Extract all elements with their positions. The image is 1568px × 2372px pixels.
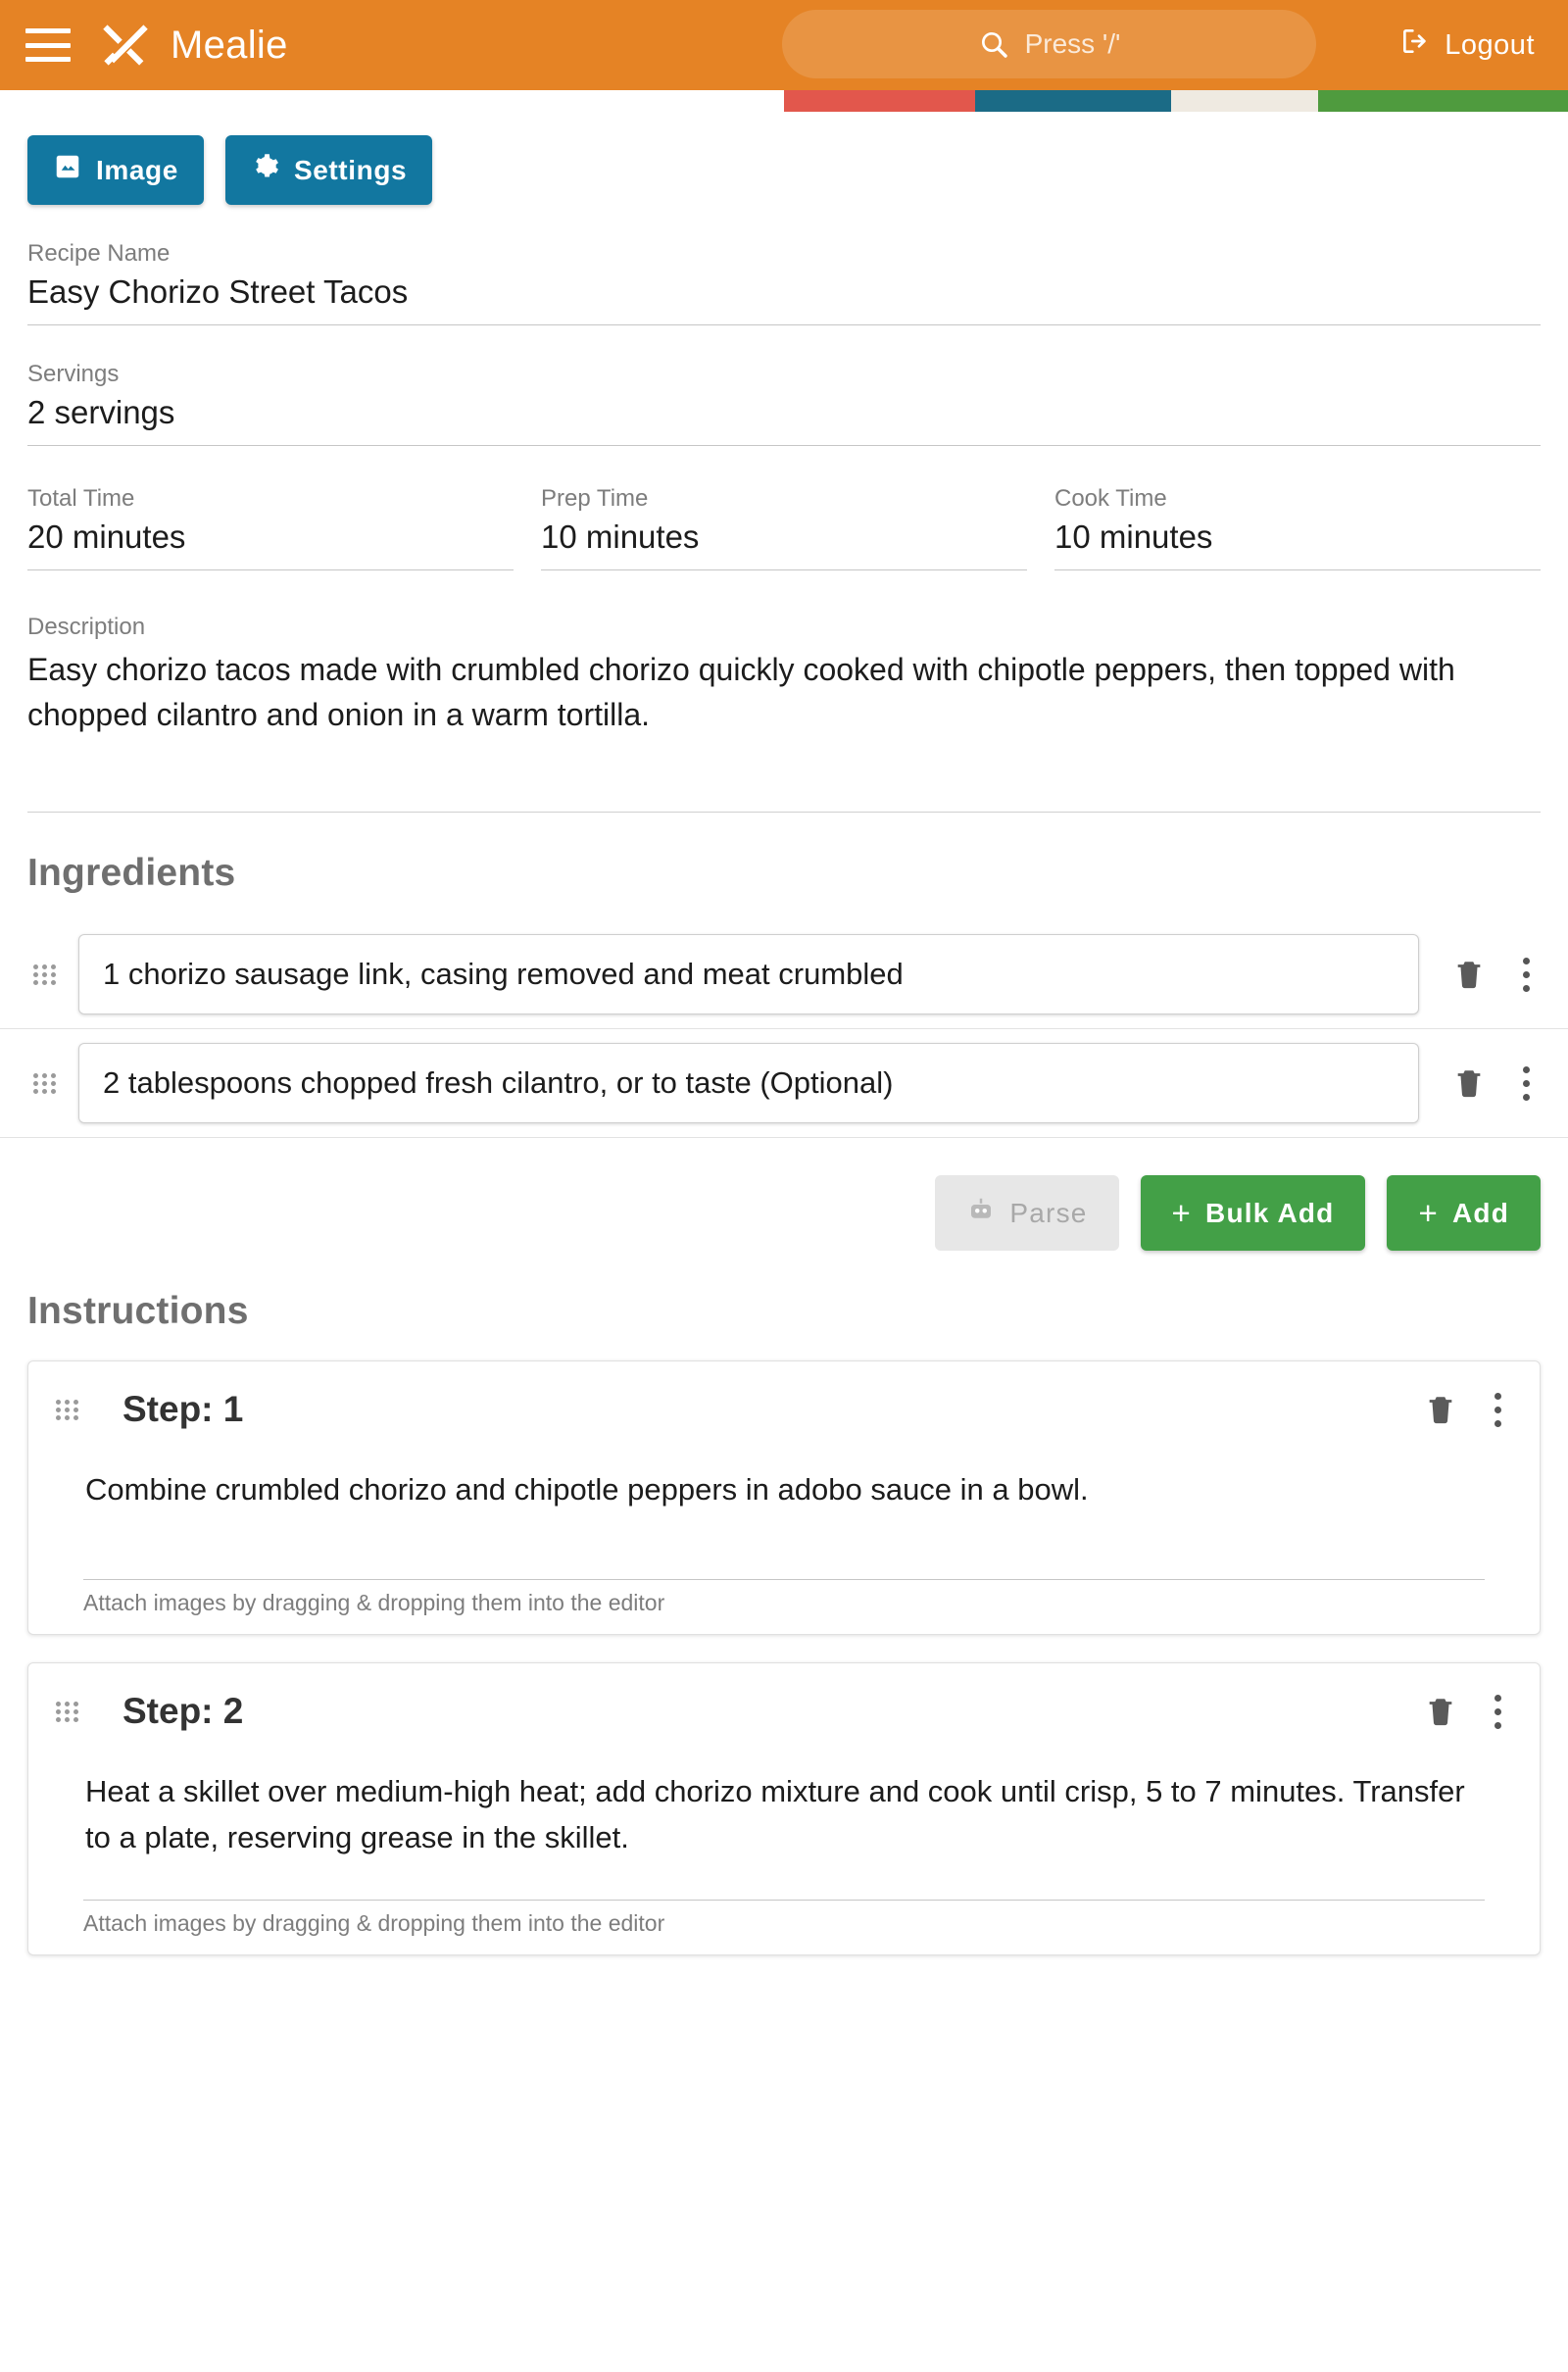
image-button-label: Image [96,154,178,185]
gear-icon [251,152,280,188]
step-text[interactable]: Heat a skillet over medium-high heat; add chorizo mixture and cook until crisp, 5 to 7 minutes. Transfer to a plate, reserving grease in the skillet. [85,1774,1465,1854]
search-input[interactable] [782,10,1316,78]
attach-images-hint: Attach images by dragging & dropping them into the editor [83,1900,1485,1937]
delete-icon[interactable] [1443,1061,1495,1106]
cook-time-field[interactable] [1054,485,1541,570]
robot-icon [966,1195,996,1231]
recipe-name-value[interactable]: Easy Chorizo Street Tacos [27,273,1541,325]
image-button[interactable] [27,135,204,205]
ingredients-list [0,920,1568,1138]
ingredient-row [0,920,1568,1029]
recipe-form [0,240,1568,794]
parse-button-label: Parse [1009,1197,1088,1228]
drag-handle-icon[interactable] [56,1702,85,1722]
more-options-icon[interactable] [1483,1695,1512,1729]
instructions-heading: Instructions [27,1290,249,1332]
total-time-value[interactable]: 20 minutes [27,519,514,570]
step-header [56,1387,1512,1432]
recipe-name-field[interactable] [27,240,1541,325]
drag-handle-icon[interactable] [56,1400,85,1420]
description-label: Description [27,614,146,640]
ingredient-actions [0,1138,1568,1251]
times-row [27,485,1541,570]
search-placeholder: Press '/' [1024,28,1121,59]
instruction-step-card [27,1360,1541,1635]
ingredient-input[interactable]: 1 chorizo sausage link, casing removed and meat crumbled [78,934,1419,1014]
more-options-icon[interactable] [1511,1066,1541,1101]
total-time-field[interactable] [27,485,514,570]
recipe-hero-image [0,90,1568,112]
logout-button[interactable] [1399,25,1535,65]
step-title: Step: 2 [122,1691,244,1731]
cook-time-label: Cook Time [1054,485,1167,512]
logout-label: Logout [1445,28,1535,61]
parse-button[interactable] [935,1175,1118,1251]
servings-field[interactable] [27,361,1541,446]
add-label: Add [1451,1197,1509,1228]
image-icon [53,152,82,188]
ingredients-heading: Ingredients [27,852,236,894]
ingredient-input[interactable]: 2 tablespoons chopped fresh cilantro, or to taste (Optional) [78,1043,1419,1123]
prep-time-label: Prep Time [541,485,649,512]
settings-button-label: Settings [293,154,408,185]
drag-handle-icon[interactable] [33,1073,63,1094]
prep-time-field[interactable] [541,485,1027,570]
ingredient-row [0,1029,1568,1138]
search-icon [978,28,1009,60]
hamburger-icon[interactable] [25,28,71,62]
servings-label: Servings [27,361,120,387]
total-time-label: Total Time [27,485,135,512]
plus-icon: + [1171,1195,1193,1231]
attach-images-hint: Attach images by dragging & dropping them into the editor [83,1579,1485,1616]
logout-icon [1399,25,1431,65]
description-value[interactable]: Easy chorizo tacos made with crumbled chorizo quickly cooked with chipotle peppers, then topped with chopped cilantro and onion in a warm tortilla. [27,652,1455,733]
editor-toolbar [0,112,1568,205]
step-header [56,1689,1512,1734]
delete-icon[interactable] [1414,1387,1467,1432]
more-options-icon[interactable] [1511,958,1541,992]
instruction-step-card [27,1662,1541,1955]
prep-time-value[interactable]: 10 minutes [541,519,1027,570]
delete-icon[interactable] [1443,952,1495,997]
bulk-add-label: Bulk Add [1205,1197,1335,1228]
app-bar [0,0,1568,90]
delete-icon[interactable] [1414,1689,1467,1734]
step-title: Step: 1 [122,1389,244,1429]
drag-handle-icon[interactable] [33,964,63,985]
settings-button[interactable] [225,135,432,205]
recipe-name-label: Recipe Name [27,240,171,267]
step-text[interactable]: Combine crumbled chorizo and chipotle peppers in adobo sauce in a bowl. [85,1472,1089,1507]
add-ingredient-button[interactable] [1387,1175,1541,1251]
servings-value[interactable]: 2 servings [27,394,1541,446]
fork-knife-logo [100,20,151,71]
more-options-icon[interactable] [1483,1393,1512,1427]
app-title: Mealie [171,23,288,67]
bulk-add-button[interactable] [1141,1175,1366,1251]
cook-time-value[interactable]: 10 minutes [1054,519,1541,570]
plus-icon: + [1418,1195,1439,1231]
